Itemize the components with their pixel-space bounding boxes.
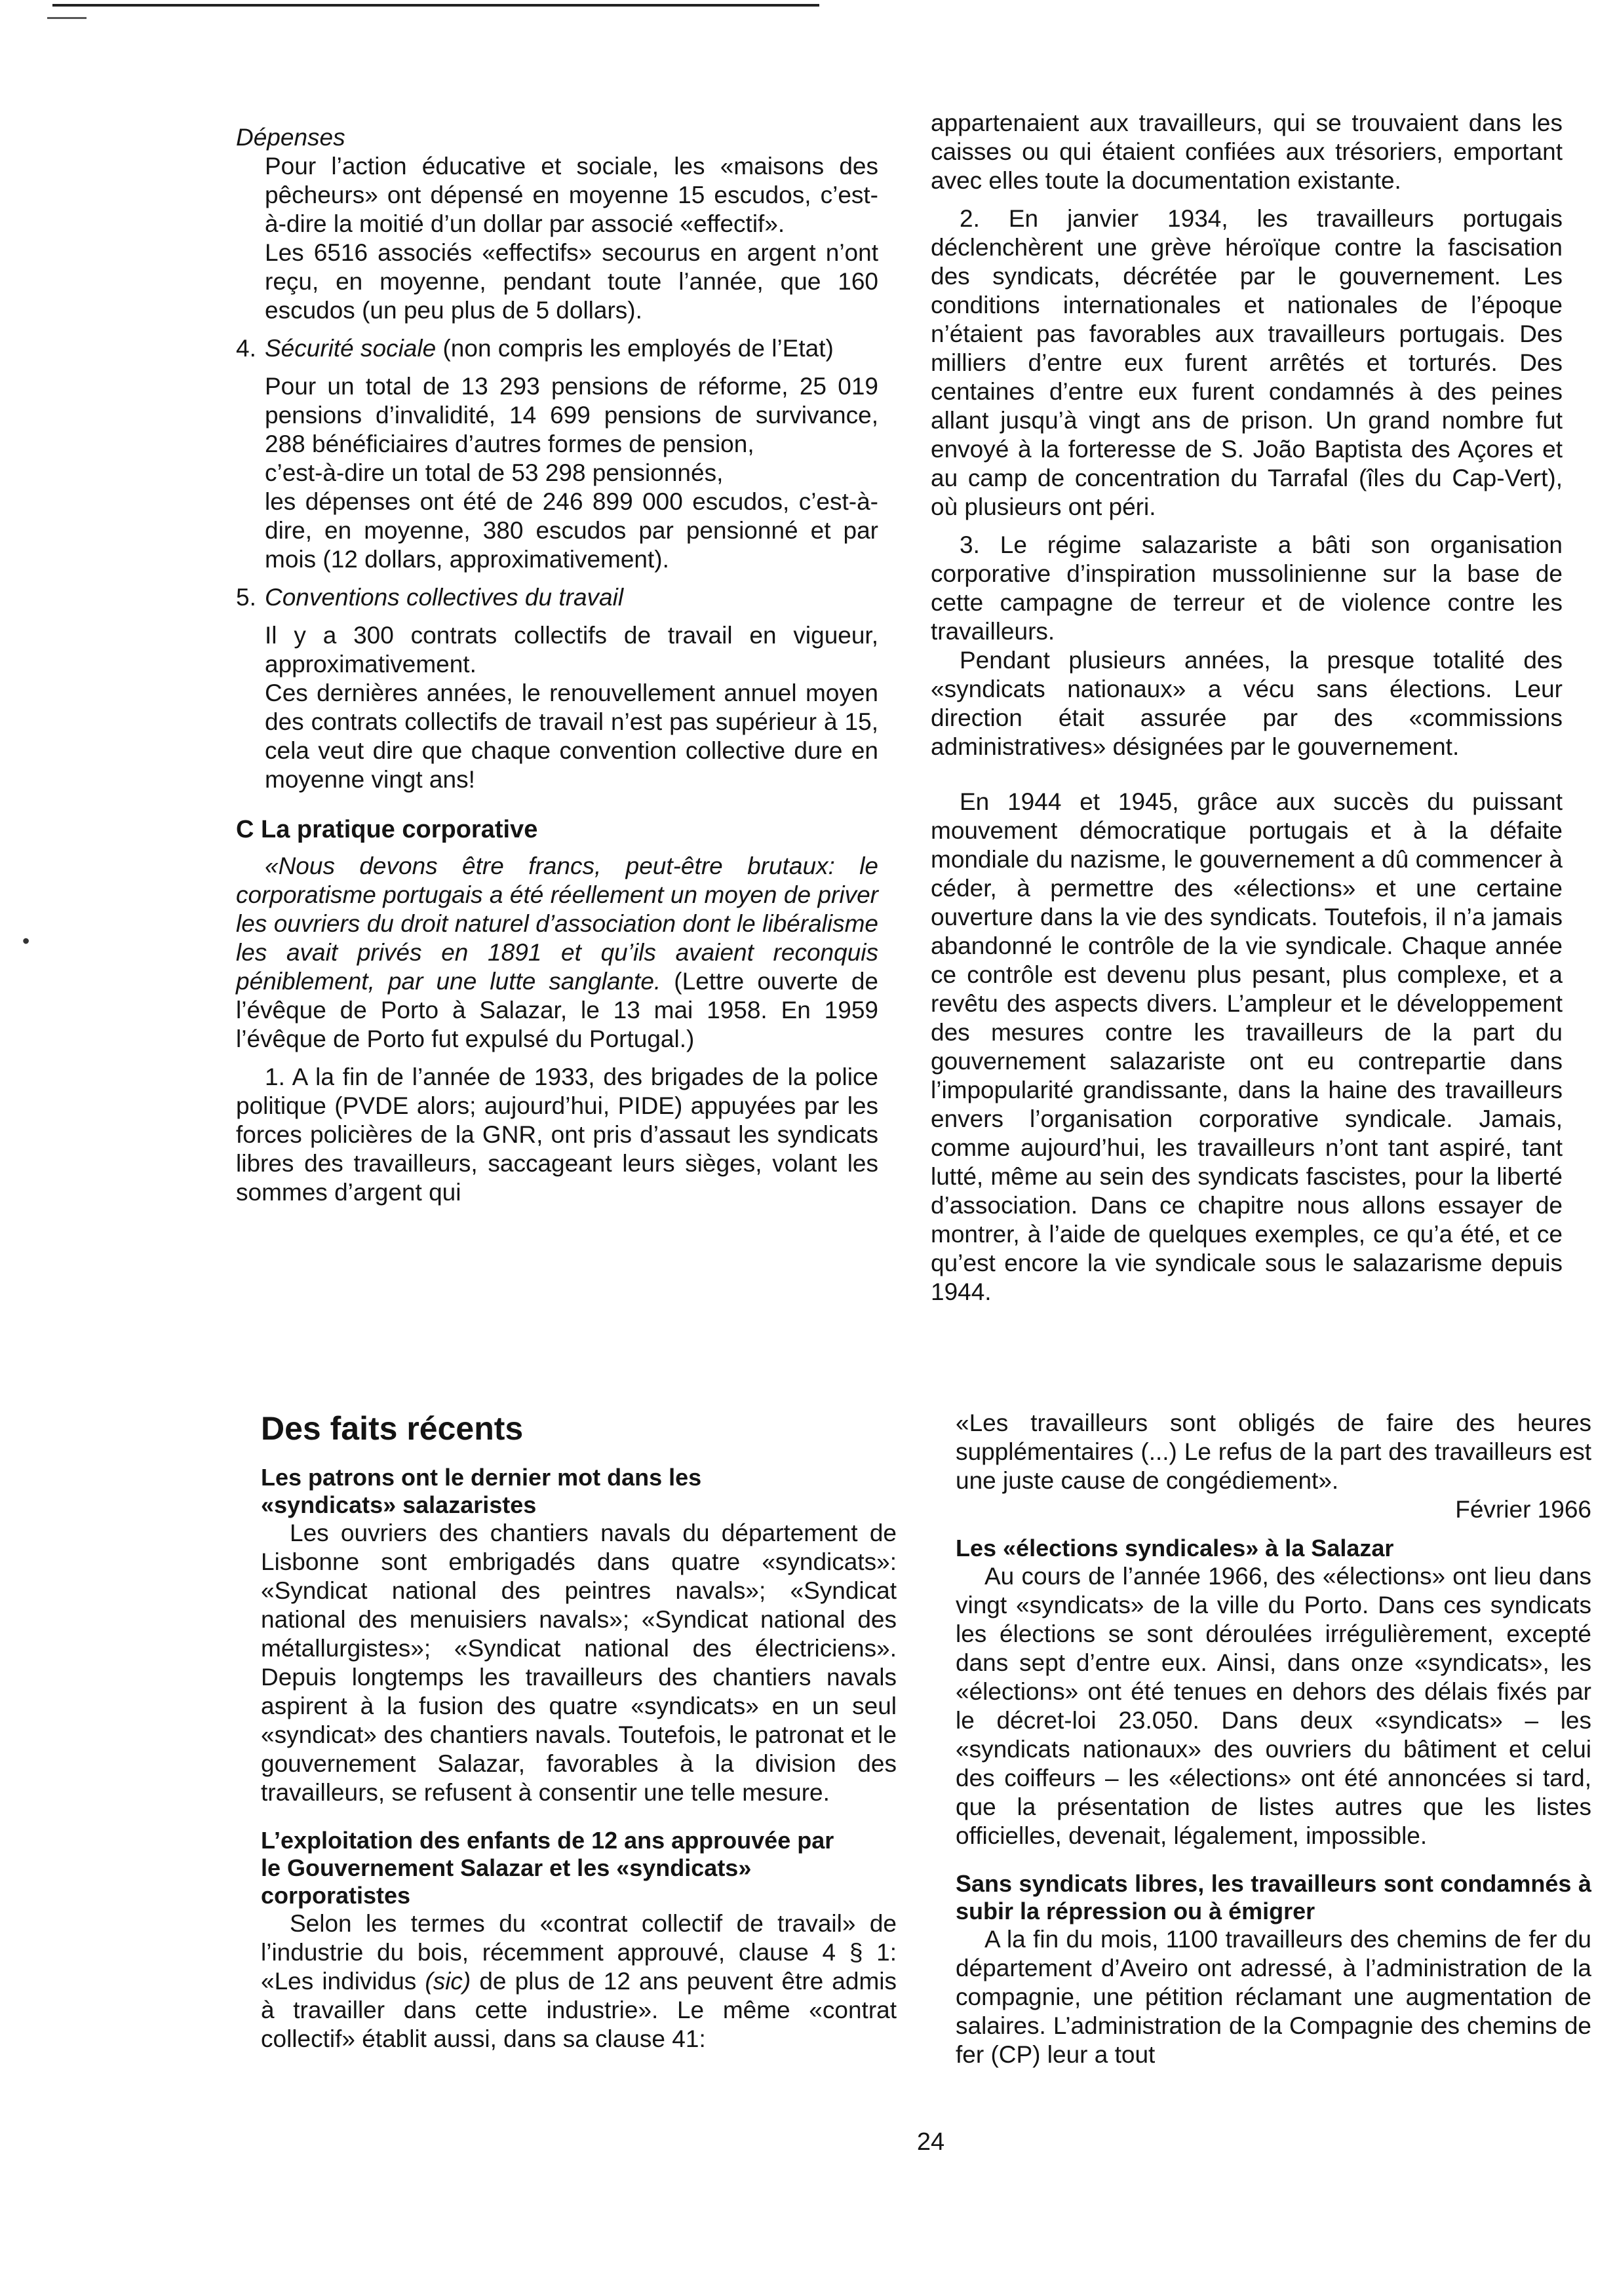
bottom-left-column: [261, 1409, 897, 2054]
top-rule-tick: [47, 17, 87, 19]
paragraph-regime: 3. Le régime salazariste a bâti son organisation corporative d’inspiration mussolinienne sur la base de cette campagne de terreur et de violence contre les travailleurs.: [931, 531, 1563, 645]
margin-dot: •: [22, 929, 30, 953]
paragraph-elections: Au cours de l’année 1966, des «élections» ont lieu dans vingt «syndicats» de la ville du Porto. Dans ces syndicats les élections se sont déroulées irrégulièrement, excepté dans sept d’entre eux. Ainsi, dans onze «syndicats», les «élections» ont été tenues en dehors des délais fixés par le décret-loi 23.050. Dans deux «syndicats» – les «syndicats nationaux» des ouvriers du bâtiment et celui des coiffeurs – les «élections» ont été annoncées si tard, que la présentation de listes autres que les listes officielles, devenait, légalement, impossible.: [956, 1563, 1591, 1849]
bishop-quote: «Nous devons être francs, peut-être brutaux: le corporatisme portugais a été réellement un moyen de priver les ouvriers du droit naturel d’association dont le libéralisme les avait privés en 1891 et qu’ils avaient reconquis péniblement, par une lutte sanglante. (Lettre ouverte de l’évêque de Porto à Salazar, le 13 mai 1958. En 1959 l’évêque de Porto fut expulsé du Portugal.): [236, 852, 879, 1052]
item-5-paragraph-1: Il y a 300 contrats collectifs de travail en vigueur, approximativement.: [265, 622, 878, 678]
depenses-heading: Dépenses: [236, 124, 345, 151]
item-4-title: Sécurité sociale: [265, 335, 437, 362]
paragraph-syndicats-nationaux: Pendant plusieurs années, la presque totalité des «syndicats nationaux» a vécu sans élections. Leur direction était assurée par des «commissions administratives» désignées par le gouvernement.: [931, 647, 1563, 760]
top-left-column: [236, 123, 878, 1207]
top-right-column: [931, 109, 1563, 1307]
continued-paragraph: appartenaient aux travailleurs, qui se trouvaient dans les caisses ou qui étaient confiées aux trésoriers, emportant avec elles toute la documentation existante.: [931, 109, 1563, 194]
paragraph-heures-supplementaires: «Les travailleurs sont obligés de faire des heures supplémentaires (...) Le refus de la part des travailleurs est une juste cause de congédiement».: [956, 1409, 1591, 1494]
page-number: 24: [916, 2128, 945, 2156]
paragraph-1933: 1. A la fin de l’année de 1933, des brigades de la police politique (PVDE alors; aujourd’hui, PIDE) appuyées par les forces policières de la GNR, ont pris d’assaut les syndicats libres des travailleurs, saccageant leurs sièges, volant les sommes d’argent qui: [236, 1063, 878, 1206]
paragraph-chantiers-navals: Les ouvriers des chantiers navals du département de Lisbonne sont embrigadés dans quatre «syndicats»: «Syndicat national des peintres navals»; «Syndicat national des menuisiers navals»; «Syndicat national des métallurgistes»; «Syndicat national des électriciens». Depuis longtemps les travailleurs des chantiers navals aspirent à la fusion des quatre «syndicats» en un seul «syndicat» des chantiers navals. Toutefois, le patronat et le gouvernement Salazar, favorables à la division des travailleurs, se refusent à consentir une telle mesure.: [261, 1520, 897, 1806]
heading-elections: Les «élections syndicales» à la Salazar: [956, 1535, 1394, 1561]
item-4-header: 4. Sécurité sociale (non compris les employés de l’Etat): [236, 335, 834, 362]
depenses-paragraph-1: Pour l’action éducative et sociale, les «maisons des pêcheurs» ont dépensé en moyenne 15 escudos, c’est-à-dire la moitié d’un dollar par associé «effectif».: [265, 153, 878, 237]
item-4-paragraph-3: les dépenses ont été de 246 899 000 escudos, c’est-à-dire, en moyenne, 380 escudos par pensionné et par mois (12 dollars, approximativement).: [265, 488, 878, 573]
item-4-paragraph-2: c’est-à-dire un total de 53 298 pensionnés,: [265, 459, 724, 486]
heading-enfants: L’exploitation des enfants de 12 ans approuvée par le Gouvernement Salazar et les «syndicats» corporatistes: [261, 1827, 834, 1909]
heading-patrons: Les patrons ont le dernier mot dans les «syndicats» salazaristes: [261, 1464, 702, 1518]
bottom-right-column: [956, 1409, 1591, 2069]
top-rule: [52, 4, 819, 7]
depenses-paragraph-2: Les 6516 associés «effectifs» secourus en argent n’ont reçu, en moyenne, pendant toute l’année, que 160 escudos (un peu plus de 5 dollars).: [265, 239, 878, 324]
item-4-number: 4.: [236, 335, 256, 362]
item-4-paragraph-1: Pour un total de 13 293 pensions de réforme, 25 019 pensions d’invalidité, 14 699 pensions de survivance, 288 bénéficiaires d’autres formes de pension,: [265, 373, 878, 457]
paragraph-aveiro: A la fin du mois, 1100 travailleurs des chemins de fer du département d’Aveiro ont adressé, à l’administration de la compagnie, une pétition réclamant une augmentation de salaires. L’administration de la Compagnie des chemins de fer (CP) leur a tout: [956, 1926, 1591, 2068]
heading-repression: Sans syndicats libres, les travailleurs sont condamnés à subir la répression ou à émigrer: [956, 1870, 1591, 1924]
paragraph-contrat-bois: Selon les termes du «contrat collectif de travail» de l’industrie du bois, récemment approuvé, clause 4 § 1: «Les individus (sic) de plus de 12 ans peuvent être admis à travailler dans cette industrie». Le même «contrat collectif» établit aussi, dans sa clause 41:: [261, 1910, 897, 2052]
item-5-header: [236, 583, 878, 612]
section-c-heading: C La pratique corporative: [236, 816, 538, 843]
section-title: Des faits récents: [261, 1410, 524, 1447]
paragraph-1934: 2. En janvier 1934, les travailleurs portugais déclenchèrent une grève héroïque contre la fascisation des syndicats, décrétée par le gouvernement. Les conditions internationales et nationales de l’époque n’étaient pas favorables aux travailleurs portugais. Des milliers d’entre eux furent arrêtés et torturés. Des centaines d’entre eux furent condamnés à des peines allant jusqu’à vingt ans de prison. Un grand nombre fut envoyé à la forteresse de S. João Baptista des Açores et au camp de concentration du Tarrafal (îles du Cap-Vert), où plusieurs ont péri.: [931, 205, 1563, 520]
paragraph-1944: En 1944 et 1945, grâce aux succès du puissant mouvement démocratique portugais et à la défaite mondiale du nazisme, le gouvernement a dû commencer à céder, à permettre des «élections» et une certaine ouverture dans la vie des syndicats. Toutefois, il n’a jamais abandonné le contrôle de la vie syndicale. Chaque année ce contrôle est devenu plus pesant, plus complexe, et a revêtu des aspects divers. L’ampleur et le développement des mesures contre les travailleurs de la part du gouvernement salazariste ont eu contrepartie dans l’impopularité grandissante, dans la haine des travailleurs envers l’organisation corporative syndicale. Jamais, comme aujourd’hui, les travailleurs n’ont tant aspiré, tant lutté, même au sein des syndicats fascistes, pour la liberté d’association. Dans ce chapitre nous allons essayer de montrer, à l’aide de quelques exemples, ce qu’a été, et ce qu’est encore la vie syndicale sous le salazarisme depuis 1944.: [931, 788, 1563, 1305]
date-fevrier-1966: Février 1966: [1455, 1496, 1591, 1523]
item-5-title: Conventions collectives du travail: [265, 584, 624, 611]
item-5-number: 5.: [236, 584, 256, 611]
item-5-paragraph-2: Ces dernières années, le renouvellement annuel moyen des contrats collectifs de travail n’est pas supérieur à 15, cela veut dire que chaque convention collective dure en moyenne vingt ans!: [265, 679, 878, 793]
